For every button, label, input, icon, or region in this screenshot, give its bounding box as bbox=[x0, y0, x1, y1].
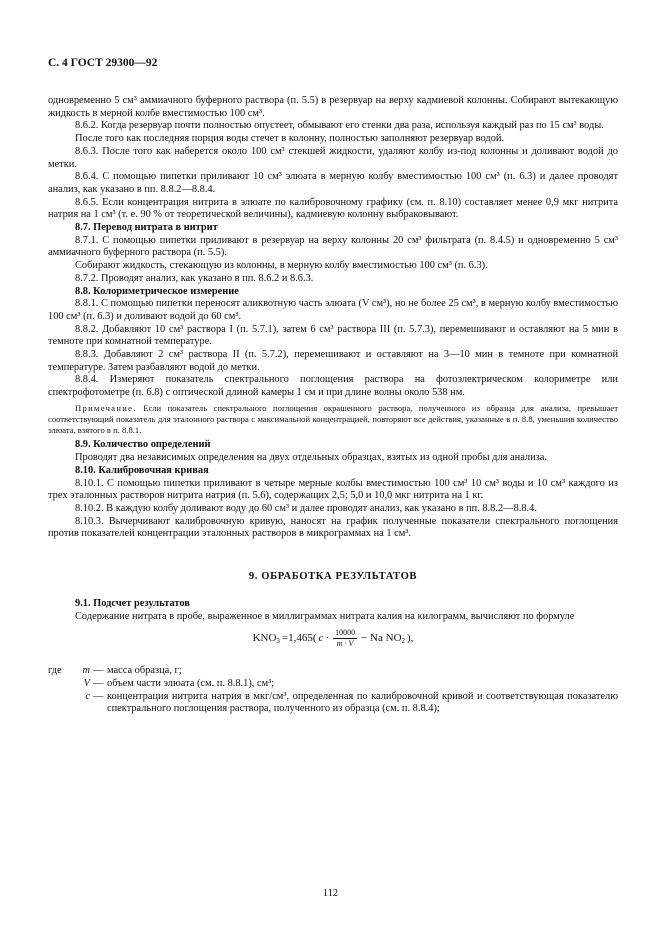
paragraph-8-8-1: 8.8.1. С помощью пипетки переносят аликвотную часть элюата (V см³), но не более 25 см³, в мерную колбу вместимостью 100 см³ (п. 6.3) и доливают водой до 60 см³. bbox=[48, 298, 618, 322]
paragraph-8-7-2: 8.7.2. Проводят анализ, как указано в пп. 8.6.2 и 8.6.3. bbox=[75, 272, 314, 284]
paragraph-8-6-4: 8.6.4. С помощью пипетки приливают 10 см³ элюата в мерную колбу вместимостью 100 см³ (п. 6.3) и далее проводят анализ, как указано в пп. 8.8.2—8.8.4. bbox=[48, 171, 618, 195]
paragraph-8-7-1: 8.7.1. С помощью пипетки приливают в резервуар на верху колонны 20 см³ фильтрата (п. 8.4.5) и одновременно 5 см³ аммиачного буферного раствора (п. 5.5). bbox=[48, 234, 618, 259]
definition-row bbox=[48, 691, 618, 716]
paragraph: После того как последняя порция воды стечет в колонну, полностью заполняют резервуар водой. bbox=[75, 133, 505, 145]
formula-minus: − Na $NO_2$ bbox=[361, 632, 406, 646]
note-text: Если показатель спектрального поглощения окрашенного раствора, полученного из образца для анализа, превышает соответствующий показатель для эталонного раствора с максимальной концентрацией, повторяют все действия, указанные в п. 8.8, уменьшив количество элюата, взятого в п. 8.8.1. bbox=[48, 402, 618, 436]
definition-dash: — bbox=[93, 677, 104, 689]
paragraph-8-8-4: 8.8.4. Измеряют показатель спектрального поглощения раствора на фотоэлектрическом колориметре или спектрофотометре (п. 6.8) с оптической длиной камеры 1 см и при длине волны около 538 нм. bbox=[48, 374, 618, 399]
note-label: Примечание. bbox=[75, 402, 137, 413]
definition-symbol: c bbox=[85, 690, 90, 702]
section-heading-8-8: 8.8. Колориметрическое измерение bbox=[75, 285, 239, 297]
section-heading-8-10: 8.10. Калибровочная кривая bbox=[75, 464, 209, 476]
definition-symbol: V bbox=[83, 677, 90, 689]
paragraph-8-8-3: 8.8.3. Добавляют 2 см³ раствора II (п. 5.7.2), перемешивают и оставляют на 3—10 мин в темноте при комнатной температуре. Затем разбавляют водой до метки. bbox=[48, 349, 618, 373]
formula-denominator: m · V bbox=[336, 639, 354, 649]
paragraph-8-10-1: 8.10.1. С помощью пипетки приливают в четыре мерные колбы вместимостью 100 см³ 10 см³ воды и 10 см³ каждого из трех эталонных растворов нитрита натрия (п. 5.6), содержащих 2,5; 5,0 и 10,0 мкг нитрита на 1 кг. bbox=[48, 477, 618, 502]
formula-dot: · bbox=[325, 632, 330, 645]
formula-fraction bbox=[333, 628, 357, 649]
paragraph-8-8-2: 8.8.2. Добавляют 10 см³ раствора I (п. 5.7.1), затем 6 см³ раствора III (п. 5.7.3), перемешивают и оставляют на 5 мин в темноте при комнатной температуре. bbox=[48, 323, 618, 348]
paragraph: Содержание нитрата в пробе, выраженное в миллиграммах нитрата калия на килограмм, вычисляют по формуле bbox=[75, 610, 575, 622]
formula-left: $KNO_3$ bbox=[252, 632, 280, 646]
definition-text: концентрация нитрита натрия в мкг/см³, определенная по калибровочной кривой и соответствующая показателю спектрального поглощения раствора, полученного из образца (см. п. 8.8.4); bbox=[107, 690, 618, 715]
definition-text: масса образца, г; bbox=[107, 665, 182, 677]
definition-dash: — bbox=[93, 690, 104, 702]
formula-numerator: 10000 bbox=[335, 628, 356, 638]
section-heading-9-1: 9.1. Подсчет результатов bbox=[75, 597, 190, 609]
paragraph-8-6-5: 8.6.5. Если концентрация нитрита в элюате по калибровочному графику (см. п. 8.10) составляет менее 0,9 мкг нитрита натрия на 1 см³ (т. е. 90 % от теоретической величины), кадмиевую колонну выбраковывают. bbox=[48, 196, 618, 221]
formula-c: c bbox=[318, 632, 324, 645]
definition-text: объем части элюата (см. п. 8.8.1), см³; bbox=[107, 677, 275, 689]
section-heading-8-7: 8.7. Перевод нитрата в нитрит bbox=[75, 222, 218, 234]
page-header: С. 4 ГОСТ 29300—92 bbox=[48, 57, 158, 69]
formula-coef: =1,465( bbox=[281, 632, 317, 645]
paragraph: Собирают жидкость, стекающую из колонны, в мерную колбу вместимостью 100 см³ (п. 6.3). bbox=[75, 260, 488, 272]
paragraph-8-10-2: 8.10.2. В каждую колбу доливают воду до 60 см³ и далее проводят анализ, как указано в пп. 8.8.2—8.8.4. bbox=[75, 503, 537, 514]
note bbox=[48, 403, 618, 437]
definition-row bbox=[48, 665, 618, 678]
paragraph-8-6-3: 8.6.3. После того как наберется около 100 см³ стекшей жидкости, удаляют колбу из-под колонны и доливают водой до метки. bbox=[48, 145, 618, 170]
paragraph-8-10-3: 8.10.3. Вычерчивают калибровочную кривую, наносят на график полученные показатели спектрального поглощения против показателей концентрации эталонных растворов в микрограммах на 1 см³. bbox=[48, 515, 618, 540]
section-heading-8-9: 8.9. Количество определений bbox=[75, 439, 211, 451]
definition-symbol: m bbox=[82, 665, 90, 677]
formula bbox=[48, 628, 618, 658]
document-body bbox=[48, 95, 618, 716]
definition-dash: — bbox=[93, 665, 104, 677]
definitions-lead: где bbox=[48, 665, 62, 677]
page-number: 112 bbox=[322, 888, 339, 899]
paragraph: одновременно 5 см³ аммиачного буферного раствора (п. 5.5) в резервуар на верху кадмиевой колонны. Собирают вытекающую жидкость в мерной колбе вместимостью 100 см³. bbox=[48, 95, 618, 119]
definitions bbox=[48, 665, 618, 716]
definition-row bbox=[48, 678, 618, 691]
chapter-title: 9. ОБРАБОТКА РЕЗУЛЬТАТОВ bbox=[248, 571, 418, 583]
paragraph-8-6-2: 8.6.2. Когда резервуар почти полностью опустеет, обмывают его стенки два раза, используя каждый раз по 15 см³ воды. bbox=[75, 120, 604, 132]
paragraph: Проводят два независимых определения на двух отдельных образцах, взятых из одной пробы для анализа. bbox=[75, 452, 547, 464]
formula-close: ), bbox=[407, 632, 414, 645]
